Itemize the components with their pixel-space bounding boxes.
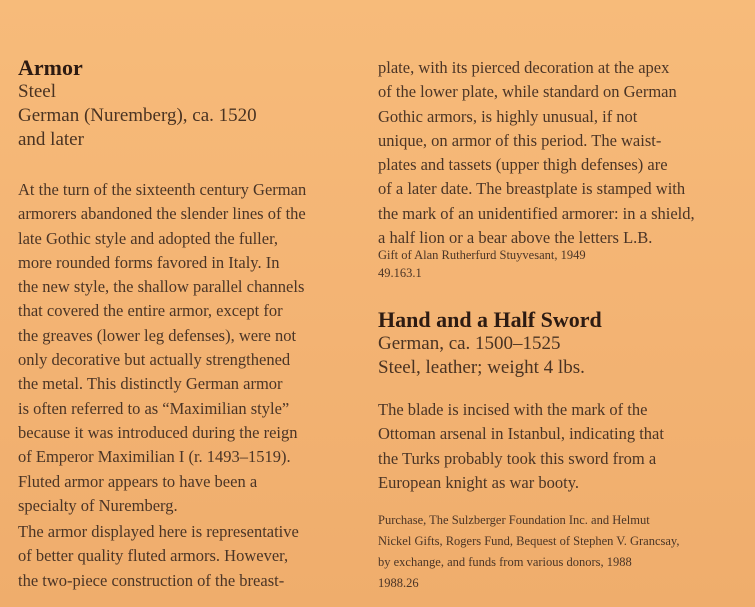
text-line: late Gothic style and adopted the fuller, xyxy=(18,228,279,248)
text-line: of a later date. The breastplate is stamped with xyxy=(378,179,686,199)
sword-title: Hand and a Half Sword xyxy=(378,307,602,332)
armor-date-note: and later xyxy=(18,129,84,150)
text-line: the metal. This distinctly German armor xyxy=(18,374,283,394)
text-line: the new style, the shallow parallel channels xyxy=(18,277,305,297)
sword-material: Steel, leather; weight 4 lbs. xyxy=(378,357,585,378)
credit-line: Gift of Alan Rutherfurd Stuyvesant, 1949 xyxy=(378,248,586,262)
text-line: the two-piece construction of the breast- xyxy=(18,570,285,590)
text-line: Gothic armors, is highly unusual, if not xyxy=(378,106,638,126)
armor-paragraph-1 xyxy=(18,178,306,518)
credit-line: by exchange, and funds from various donors, 1988 xyxy=(378,555,632,569)
text-line: the Turks probably took this sword from a xyxy=(378,448,657,468)
armor-origin: German (Nuremberg), ca. 1520 xyxy=(18,105,257,126)
armor-title: Armor xyxy=(18,55,83,80)
text-line: The armor displayed here is representative xyxy=(18,522,299,541)
text-line: is often referred to as “Maximilian style” xyxy=(18,398,290,418)
sword-header xyxy=(378,308,602,380)
text-line: a half lion or a bear above the letters L.B. xyxy=(378,228,653,248)
text-line: of Emperor Maximilian I (r. 1493–1519). xyxy=(18,447,291,467)
text-line: The blade is incised with the mark of the xyxy=(378,400,648,419)
armor-paragraph-2-continued xyxy=(378,56,695,250)
text-line: only decorative but actually strengthened xyxy=(18,350,291,370)
text-line: specialty of Nuremberg. xyxy=(18,495,178,515)
text-line: more rounded forms favored in Italy. In xyxy=(18,252,280,272)
text-line: of better quality fluted armors. However, xyxy=(18,546,289,566)
text-line: European knight as war booty. xyxy=(378,472,580,492)
accession-number: 49.163.1 xyxy=(378,266,422,280)
armor-header xyxy=(18,56,257,152)
text-line: of the lower plate, while standard on German xyxy=(378,82,677,102)
text-line: because it was introduced during the reign xyxy=(18,422,298,442)
text-line: the mark of an unidentified armorer: in a shield, xyxy=(378,203,695,223)
accession-number: 1988.26 xyxy=(378,576,419,590)
credit-line: Purchase, The Sulzberger Foundation Inc. and Helmut xyxy=(378,513,650,527)
credit-line: Nickel Gifts, Rogers Fund, Bequest of Stephen V. Grancsay, xyxy=(378,534,680,548)
sword-description xyxy=(378,398,664,495)
sword-origin: German, ca. 1500–1525 xyxy=(378,333,561,354)
text-line: that covered the entire armor, except for xyxy=(18,301,283,321)
text-line: plate, with its pierced decoration at the apex xyxy=(378,58,670,77)
text-line: At the turn of the sixteenth century German xyxy=(18,180,307,199)
text-line: Ottoman arsenal in Istanbul, indicating that xyxy=(378,424,664,444)
sword-credit xyxy=(378,510,679,594)
armor-credit xyxy=(378,246,586,282)
text-line: plates and tassets (upper thigh defenses) are xyxy=(378,155,668,175)
text-line: unique, on armor of this period. The waist- xyxy=(378,130,662,150)
text-line: Fluted armor appears to have been a xyxy=(18,471,258,491)
armor-paragraph-2 xyxy=(18,520,299,593)
armor-material: Steel xyxy=(18,81,56,102)
text-line: the greaves (lower leg defenses), were not xyxy=(18,325,297,345)
text-line: armorers abandoned the slender lines of the xyxy=(18,204,306,224)
